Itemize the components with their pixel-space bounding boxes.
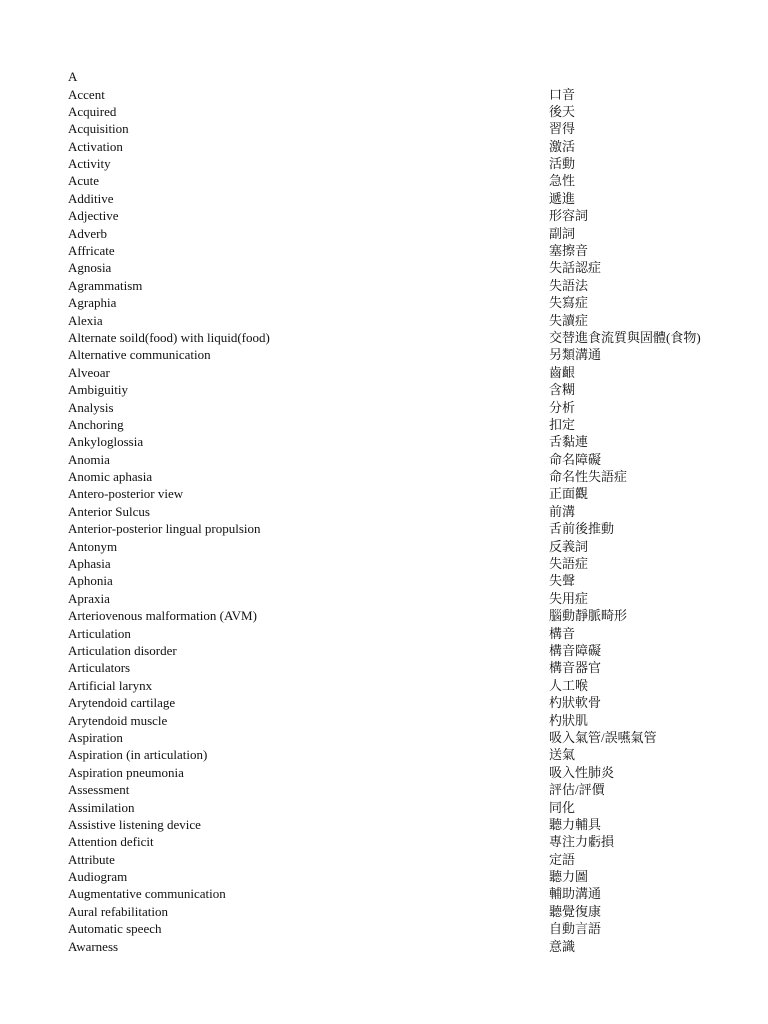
chinese-term: 活動 [549,156,576,172]
chinese-term: 構音障礙 [549,643,602,658]
glossary-entry [68,816,728,833]
english-term: Affricate [68,243,115,259]
chinese-term: 吸入氣管/誤嚥氣管 [549,729,657,745]
glossary-entry [68,399,728,416]
glossary-entry [68,259,728,276]
english-term: Assistive listening device [68,816,201,832]
chinese-term: 遞進 [549,190,576,206]
glossary-entry [68,190,728,207]
chinese-term: 含糊 [549,382,576,398]
chinese-term: 齒齦 [549,364,576,380]
chinese-term: 塞擦音 [549,243,589,259]
glossary-entry [68,503,728,520]
glossary-entry [68,625,728,642]
chinese-term: 吸入性肺炎 [549,764,615,780]
chinese-term: 口音 [549,86,576,102]
chinese-term: 人工喉 [549,677,589,693]
chinese-term: 形容詞 [549,208,589,224]
chinese-term: 杓狀軟骨 [549,695,602,711]
english-term: Aphonia [68,573,113,589]
english-term: Aspiration (in articulation) [68,747,208,763]
chinese-term: 構音 [549,625,576,641]
glossary-entry [68,746,728,763]
glossary-entry [68,468,728,485]
glossary-entry [68,694,728,711]
english-term: Aphasia [68,556,111,572]
glossary-entry [68,538,728,555]
glossary-entry [68,433,728,450]
glossary-entry [68,712,728,729]
english-term: Anomia [68,451,110,467]
chinese-term: 失話認症 [549,260,602,276]
glossary-entry [68,920,728,937]
glossary-entry [68,572,728,589]
chinese-term: 扣定 [549,416,576,432]
chinese-term: 意識 [549,938,576,954]
chinese-term: 舌黏連 [549,434,589,450]
glossary-entry [68,781,728,798]
glossary-entry [68,677,728,694]
english-term: Aspiration pneumonia [68,764,184,780]
glossary-entry [68,590,728,607]
english-term: Automatic speech [68,921,162,937]
english-term: Anterior-posterior lingual propulsion [68,521,261,537]
chinese-term: 聽覺復康 [549,903,602,919]
english-term: Anomic aphasia [68,469,153,485]
chinese-term: 分析 [549,399,576,415]
glossary-entry [68,833,728,850]
chinese-term: 失寫症 [549,295,589,311]
glossary-entry [68,225,728,242]
english-term: Assimilation [68,799,135,815]
english-term: Adjective [68,208,119,224]
glossary-entry [68,485,728,502]
glossary-entry [68,903,728,920]
glossary-entry [68,642,728,659]
chinese-term: 命名障礙 [549,451,602,467]
english-term: Acquired [68,103,117,119]
english-term: Apraxia [68,590,110,606]
english-term: Accent [68,86,105,102]
glossary-entry [68,607,728,624]
chinese-term: 另類溝通 [549,347,602,363]
glossary-entry [68,938,728,955]
chinese-term: 失讀症 [549,312,589,328]
english-term: Augmentative communication [68,886,226,902]
glossary-entry [68,86,728,103]
chinese-term: 聽力輔具 [549,816,602,832]
english-term: Aural refabilitation [68,903,168,919]
chinese-term: 習得 [549,121,576,137]
english-term: Agraphia [68,295,117,311]
english-term: Attribute [68,851,115,867]
chinese-term: 杓狀肌 [549,712,589,728]
glossary-entry [68,172,728,189]
english-term: Assessment [68,782,130,798]
english-term: Analysis [68,399,114,415]
chinese-term: 失語症 [549,556,589,572]
glossary-entry [68,120,728,137]
chinese-term: 激活 [549,138,576,154]
section-letter: A [68,69,78,84]
glossary-entry [68,277,728,294]
chinese-term: 失聲 [549,573,576,589]
glossary-entry [68,885,728,902]
glossary-entry [68,381,728,398]
english-term: Acquisition [68,121,129,137]
english-term: Awarness [68,938,119,954]
english-term: Agrammatism [68,277,143,293]
chinese-term: 副詞 [549,225,576,241]
chinese-term: 前溝 [549,503,576,519]
glossary-entry [68,346,728,363]
glossary-entry [68,868,728,885]
glossary-entry [68,799,728,816]
chinese-term: 急性 [549,173,576,189]
chinese-term: 構音器官 [549,660,602,676]
english-term: Agnosia [68,260,112,276]
english-term: Artificial larynx [68,677,153,693]
chinese-term: 送氣 [549,747,576,763]
chinese-term: 交替進食流質與固體(食物) [549,329,701,345]
glossary-entry [68,659,728,676]
english-term: Adverb [68,225,107,241]
glossary-entry [68,329,728,346]
english-term: Alveoar [68,364,110,380]
chinese-term: 失用症 [549,590,589,606]
glossary-entry [68,364,728,381]
chinese-term: 正面觀 [549,486,589,502]
english-term: Antero-posterior view [68,486,184,502]
chinese-term: 同化 [549,799,576,815]
chinese-term: 失語法 [549,277,589,293]
glossary-entry [68,451,728,468]
english-term: Arytendoid cartilage [68,695,176,711]
english-term: Alternate soild(food) with liquid(food) [68,329,270,345]
english-term: Activity [68,156,111,172]
glossary-entry [68,416,728,433]
glossary-list [68,86,728,956]
english-term: Ambiguitiy [68,382,128,398]
english-term: Arteriovenous malformation (AVM) [68,608,257,624]
english-term: Acute [68,173,100,189]
glossary-entry [68,520,728,537]
chinese-term: 命名性失語症 [549,469,628,485]
chinese-term: 定語 [549,851,576,867]
english-term: Arytendoid muscle [68,712,168,728]
glossary-entry [68,155,728,172]
glossary-entry [68,764,728,781]
glossary-entry [68,103,728,120]
english-term: Articulators [68,660,131,676]
english-term: Ankyloglossia [68,434,144,450]
english-term: Antonym [68,538,118,554]
english-term: Alternative communication [68,347,211,363]
glossary-entry [68,138,728,155]
english-term: Attention deficit [68,834,154,850]
chinese-term: 腦動靜脈畸形 [549,608,628,624]
chinese-term: 專注力虧損 [549,834,615,850]
english-term: Activation [68,138,123,154]
glossary-entry [68,312,728,329]
english-term: Audiogram [68,869,128,885]
chinese-term: 後天 [549,103,576,119]
chinese-term: 自動言語 [549,921,602,937]
chinese-term: 聽力圖 [549,869,589,885]
glossary-entry [68,207,728,224]
english-term: Aspiration [68,729,123,745]
glossary-entry [68,242,728,259]
glossary-entry [68,555,728,572]
glossary-entry [68,851,728,868]
glossary-entry [68,294,728,311]
chinese-term: 反義詞 [549,538,589,554]
chinese-term: 評估/評價 [549,782,605,798]
chinese-term: 輔助溝通 [549,886,602,902]
english-term: Anchoring [68,416,124,432]
english-term: Articulation disorder [68,643,177,658]
chinese-term: 舌前後推動 [549,521,615,537]
glossary-entry [68,729,728,746]
english-term: Alexia [68,312,103,328]
english-term: Anterior Sulcus [68,503,150,519]
english-term: Articulation [68,625,131,641]
english-term: Additive [68,190,114,206]
